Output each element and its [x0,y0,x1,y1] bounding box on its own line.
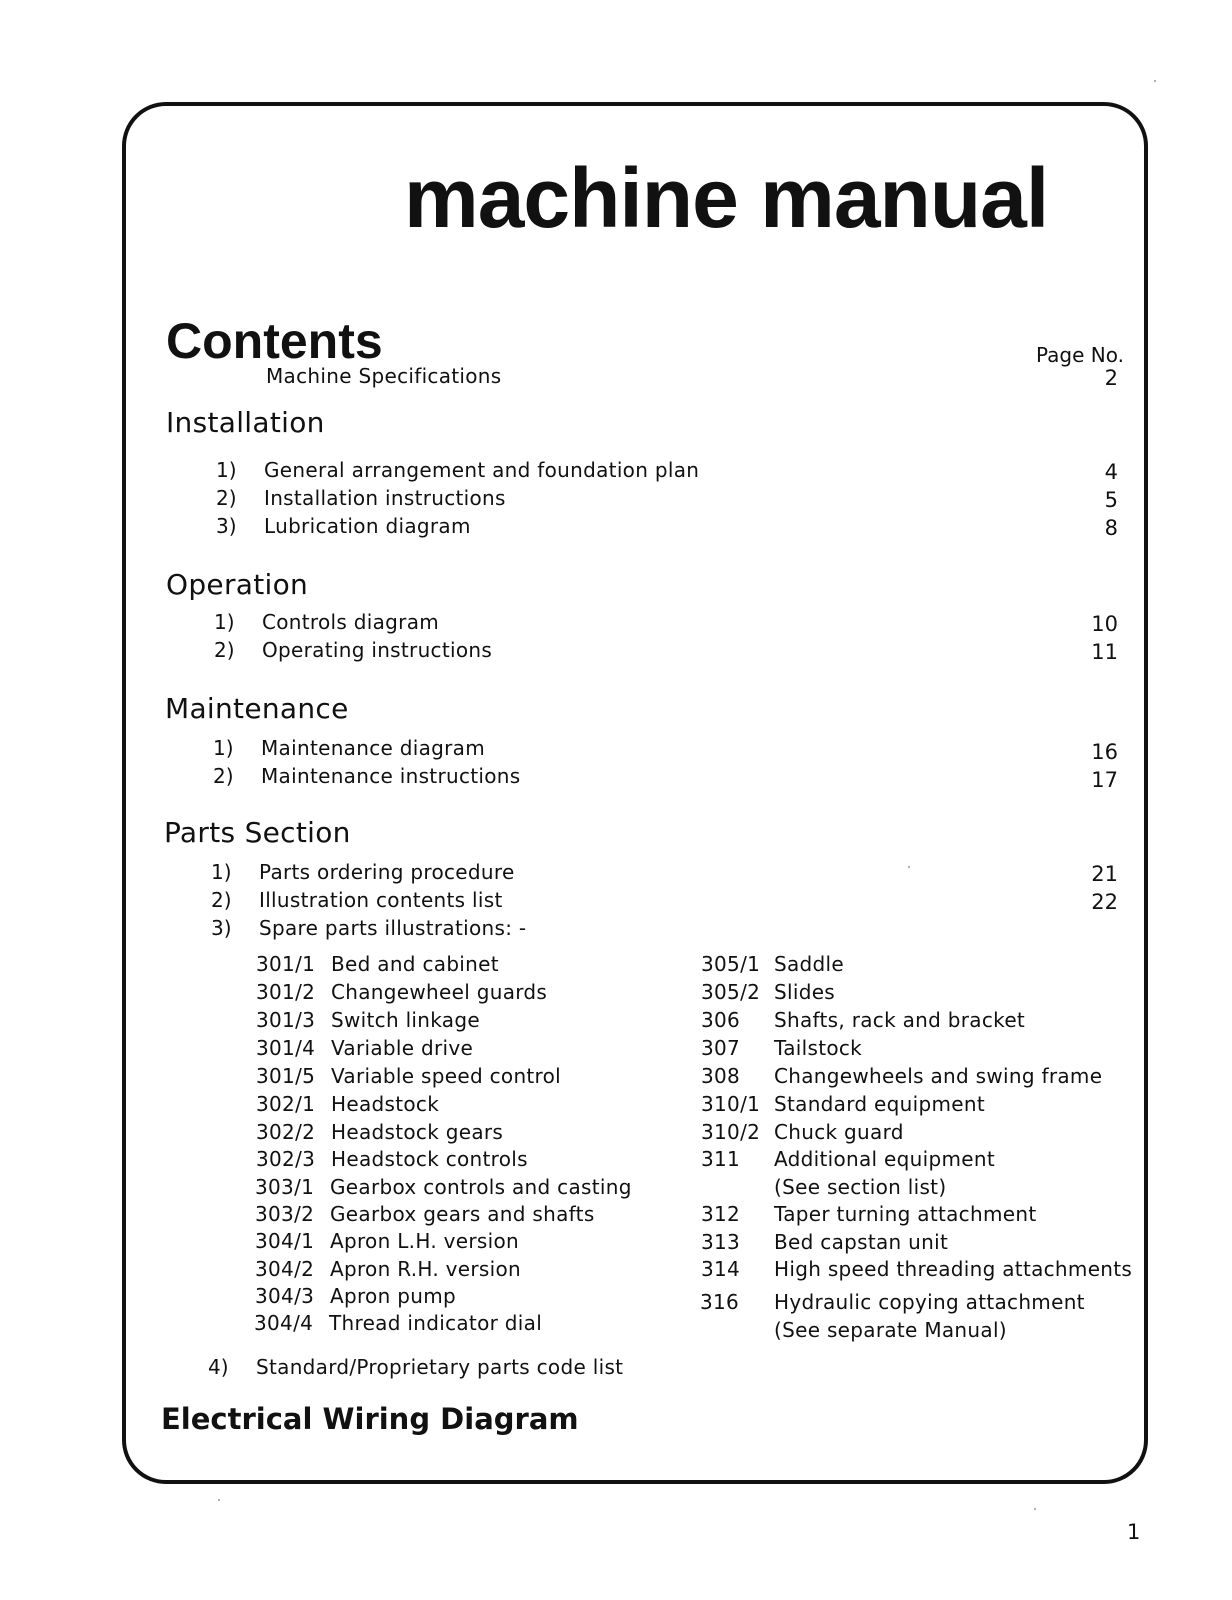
toc-number: 1) [211,860,232,884]
part-label: Additional equipment [774,1147,995,1171]
part-label: (See separate Manual) [774,1318,1007,1342]
part-label: Apron L.H. version [330,1229,519,1253]
part-code: 313 [701,1230,741,1254]
toc-number: 2) [214,638,235,662]
part-label: Slides [774,980,836,1004]
section-heading-electrical: Electrical Wiring Diagram [161,1402,579,1436]
part-code: 305/2 [701,980,761,1004]
part-label: Thread indicator dial [329,1311,543,1335]
toc-number: 2) [216,486,237,510]
part-code: 301/3 [256,1008,316,1032]
toc-entry: Spare parts illustrations: - [259,916,527,940]
part-code: 304/1 [255,1229,315,1253]
scan-speck [1034,1508,1036,1510]
toc-page: 5 [1104,488,1118,512]
toc-page: 17 [1091,768,1118,792]
part-code: 302/2 [256,1120,316,1144]
part-code: 302/3 [256,1147,316,1171]
part-code: 308 [701,1064,741,1088]
toc-page: 22 [1091,890,1118,914]
page-no-header: Page No. [1036,343,1124,367]
part-label: Chuck guard [774,1120,904,1144]
toc-number: 1) [214,610,235,634]
toc-number: 3) [211,916,232,940]
part-label: Headstock gears [331,1120,504,1144]
part-label: Tailstock [774,1036,863,1060]
part-label: Gearbox gears and shafts [330,1202,595,1226]
part-label: Changewheels and swing frame [774,1064,1103,1088]
toc-entry: Illustration contents list [259,888,503,912]
part-label: Switch linkage [331,1008,480,1032]
part-label: Headstock controls [331,1147,528,1171]
part-label: Saddle [774,952,845,976]
toc-entry: Controls diagram [262,610,440,634]
section-heading-parts: Parts Section [164,816,351,849]
page-number: 1 [1127,1520,1141,1544]
toc-number: 4) [208,1355,229,1379]
part-code: 316 [700,1290,740,1314]
toc-page: 11 [1091,640,1118,664]
part-label: Variable speed control [331,1064,562,1088]
part-label: Hydraulic copying attachment [774,1290,1085,1314]
toc-page: 16 [1091,740,1118,764]
part-label: Bed capstan unit [774,1230,949,1254]
part-code: 303/1 [255,1175,315,1199]
toc-entry: Operating instructions [262,638,493,662]
part-label: Variable drive [331,1036,474,1060]
toc-page: 8 [1104,516,1118,540]
section-heading-installation: Installation [166,406,325,439]
part-label: Headstock [331,1092,440,1116]
toc-page: 4 [1104,460,1118,484]
toc-entry: Lubrication diagram [264,514,471,538]
part-code: 301/2 [256,980,316,1004]
part-code: 305/1 [701,952,761,976]
part-code: 302/1 [256,1092,316,1116]
part-code: 306 [701,1008,741,1032]
part-code: 301/5 [256,1064,316,1088]
part-code: 301/1 [256,952,316,976]
toc-number: 2) [211,888,232,912]
toc-number: 1) [213,736,234,760]
toc-entry: Maintenance instructions [261,764,521,788]
toc-number: 1) [216,458,237,482]
section-heading-operation: Operation [166,568,309,601]
part-code: 314 [701,1257,741,1281]
part-code: 304/4 [254,1311,314,1335]
toc-page: 10 [1091,612,1118,636]
part-label: Apron pump [330,1284,456,1308]
part-label: Standard equipment [774,1092,985,1116]
toc-entry: Standard/Proprietary parts code list [256,1355,624,1379]
toc-page: 21 [1091,862,1118,886]
page-title: machine manual [404,151,1049,245]
part-code: 311 [701,1147,741,1171]
part-label: Apron R.H. version [330,1257,522,1281]
part-label: Gearbox controls and casting [330,1175,632,1199]
part-label: (See section list) [774,1175,947,1199]
contents-heading: Contents [166,313,383,369]
part-label: High speed threading attachments [774,1257,1133,1281]
part-label: Taper turning attachment [774,1202,1037,1226]
scan-speck [1154,80,1156,82]
scan-speck [908,866,910,868]
toc-number: 3) [216,514,237,538]
toc-entry: Installation instructions [264,486,506,510]
part-label: Changewheel guards [331,980,548,1004]
toc-entry: General arrangement and foundation plan [264,458,700,482]
scan-speck [218,1499,220,1501]
intro-page: 2 [1104,366,1118,390]
part-code: 304/3 [255,1284,315,1308]
section-heading-maintenance: Maintenance [165,692,349,725]
part-label: Bed and cabinet [331,952,499,976]
part-code: 301/4 [256,1036,316,1060]
part-label: Shafts, rack and bracket [774,1008,1026,1032]
toc-entry: Maintenance diagram [261,736,486,760]
intro-label: Machine Specifications [266,364,502,388]
part-code: 303/2 [255,1202,315,1226]
part-code: 310/2 [701,1120,761,1144]
part-code: 310/1 [701,1092,761,1116]
toc-number: 2) [213,764,234,788]
part-code: 312 [701,1202,741,1226]
part-code: 307 [701,1036,741,1060]
toc-entry: Parts ordering procedure [259,860,515,884]
part-code: 304/2 [255,1257,315,1281]
